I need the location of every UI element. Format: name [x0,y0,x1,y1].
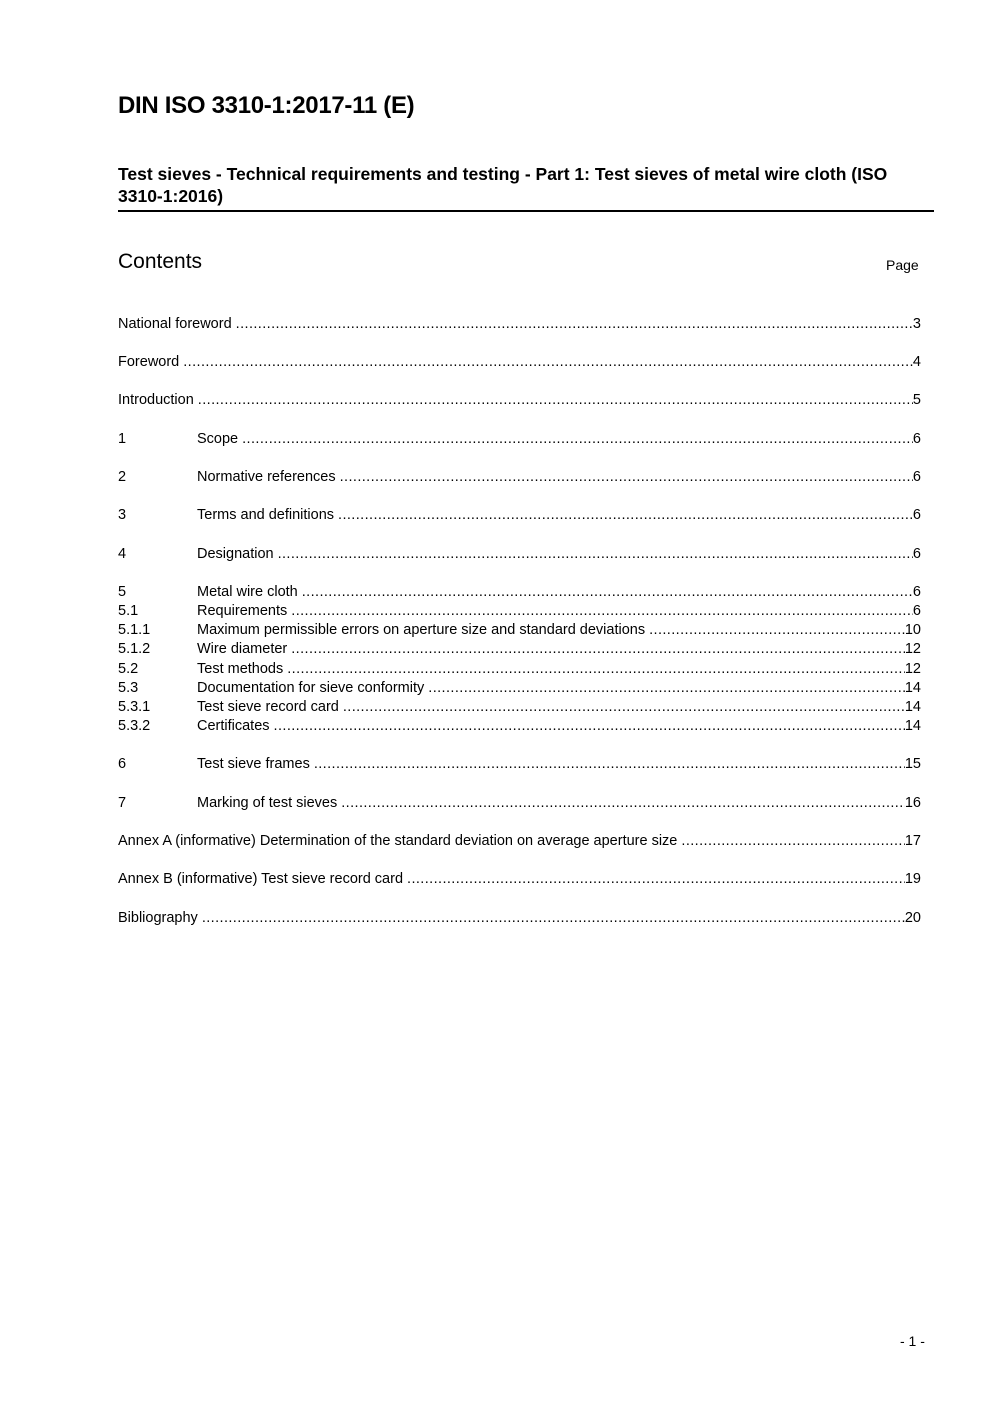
toc-leader-dots [198,392,913,408]
toc-entry-page: 3 [912,316,921,332]
toc-entry-page: 4 [912,354,921,370]
toc-entry[interactable] [118,699,921,718]
contents-heading: Contents [118,250,203,273]
toc-entry-title: Annex A (informative) Determination of the standard deviation on average aperture size [118,833,678,849]
toc-entry-page: 5 [912,392,921,408]
toc-entry-page: 15 [904,756,921,772]
toc-entry-page: 14 [904,718,921,734]
toc-entry-number: 1 [118,431,127,447]
toc-entry-number: 2 [118,469,127,485]
toc-entry-page: 6 [912,584,921,600]
toc-entry-title: Terms and definitions [197,507,335,523]
toc-entry-number: 5.2 [118,661,139,677]
toc-entry-title: Documentation for sieve conformity [197,680,425,696]
toc-entry-title: Requirements [197,603,288,619]
toc-entry[interactable] [118,871,921,890]
toc-entry-title: Certificates [197,718,270,734]
toc-entry-title: Test methods [197,661,284,677]
toc-entry-number: 4 [118,546,127,562]
toc-entry-page: 6 [912,546,921,562]
toc-entry-title: Bibliography [118,910,198,926]
toc-entry[interactable] [118,392,921,411]
toc-entry[interactable] [118,910,921,929]
toc-leader-dots [341,795,905,811]
toc-entry-title: Foreword [118,354,180,370]
toc-entry-page: 14 [904,699,921,715]
toc-entry[interactable] [118,680,921,699]
toc-entry[interactable] [118,718,921,737]
toc-entry-page: 12 [904,641,921,657]
toc-entry[interactable] [118,661,921,680]
toc-entry[interactable] [118,431,921,450]
toc-entry-page: 16 [904,795,921,811]
toc-entry-page: 6 [912,469,921,485]
toc-entry-title: Marking of test sieves [197,795,338,811]
toc-leader-dots [428,680,905,696]
toc-leader-dots [274,718,905,734]
toc-leader-dots [340,469,913,485]
toc-entry-title: Annex B (informative) Test sieve record card [118,871,404,887]
toc-entry-number: 5.3.1 [118,699,151,715]
toc-leader-dots [343,699,905,715]
toc-entry-number: 5 [118,584,127,600]
toc-entry[interactable] [118,833,921,852]
toc-leader-dots [287,661,905,677]
document-title: DIN ISO 3310-1:2017-11 (E) [118,92,415,119]
toc-entry-title: Metal wire cloth [197,584,298,600]
toc-leader-dots [278,546,913,562]
toc-leader-dots [302,584,913,600]
toc-leader-dots [242,431,913,447]
toc-entry[interactable] [118,622,921,641]
toc-entry[interactable] [118,584,921,603]
document-subtitle: Test sieves - Technical requirements and testing - Part 1: Test sieves of metal wire cloth (ISO 3310-1:2016) [118,164,888,206]
toc-entry-title: Normative references [197,469,336,485]
toc-entry[interactable] [118,507,921,526]
toc-leader-dots [202,910,905,926]
toc-leader-dots [338,507,913,523]
toc-entry-number: 6 [118,756,127,772]
toc-entry-page: 10 [904,622,921,638]
toc-entry-title: Wire diameter [197,641,288,657]
toc-entry-page: 20 [904,910,921,926]
toc-entry-number: 5.1.2 [118,641,151,657]
toc-entry-page: 19 [904,871,921,887]
toc-entry-title: Test sieve frames [197,756,310,772]
toc-entry[interactable] [118,316,921,335]
toc-entry[interactable] [118,641,921,660]
toc-leader-dots [291,641,905,657]
toc-leader-dots [681,833,904,849]
toc-entry-title: Designation [197,546,274,562]
toc-entry[interactable] [118,546,921,565]
page-number: - 1 - [900,1333,925,1349]
toc-leader-dots [183,354,913,370]
toc-entry-title: Introduction [118,392,194,408]
toc-leader-dots [407,871,905,887]
toc-entry-title: Test sieve record card [197,699,339,715]
toc-entry-number: 3 [118,507,127,523]
toc-entry-page: 12 [904,661,921,677]
toc-entry-page: 6 [912,507,921,523]
toc-entry-title: Maximum permissible errors on aperture size and standard deviations [197,622,646,638]
toc-entry-title: National foreword [118,316,232,332]
toc-leader-dots [649,622,905,638]
toc-entry-number: 5.1.1 [118,622,151,638]
toc-entry-number: 5.3.2 [118,718,151,734]
toc-entry-page: 6 [912,603,921,619]
toc-entry-title: Scope [197,431,239,447]
toc-entry[interactable] [118,603,921,622]
toc-entry-page: 17 [904,833,921,849]
toc-leader-dots [291,603,913,619]
toc-entry-number: 5.1 [118,603,139,619]
title-divider [118,210,934,212]
toc-entry-number: 5.3 [118,680,139,696]
toc-entry-number: 7 [118,795,127,811]
toc-entry[interactable] [118,354,921,373]
toc-leader-dots [236,316,913,332]
toc-entry-page: 6 [912,431,921,447]
toc-entry[interactable] [118,469,921,488]
toc-entry[interactable] [118,756,921,775]
page-column-heading: Page [886,257,919,273]
toc-leader-dots [314,756,905,772]
toc-entry[interactable] [118,795,921,814]
toc-entry-page: 14 [904,680,921,696]
